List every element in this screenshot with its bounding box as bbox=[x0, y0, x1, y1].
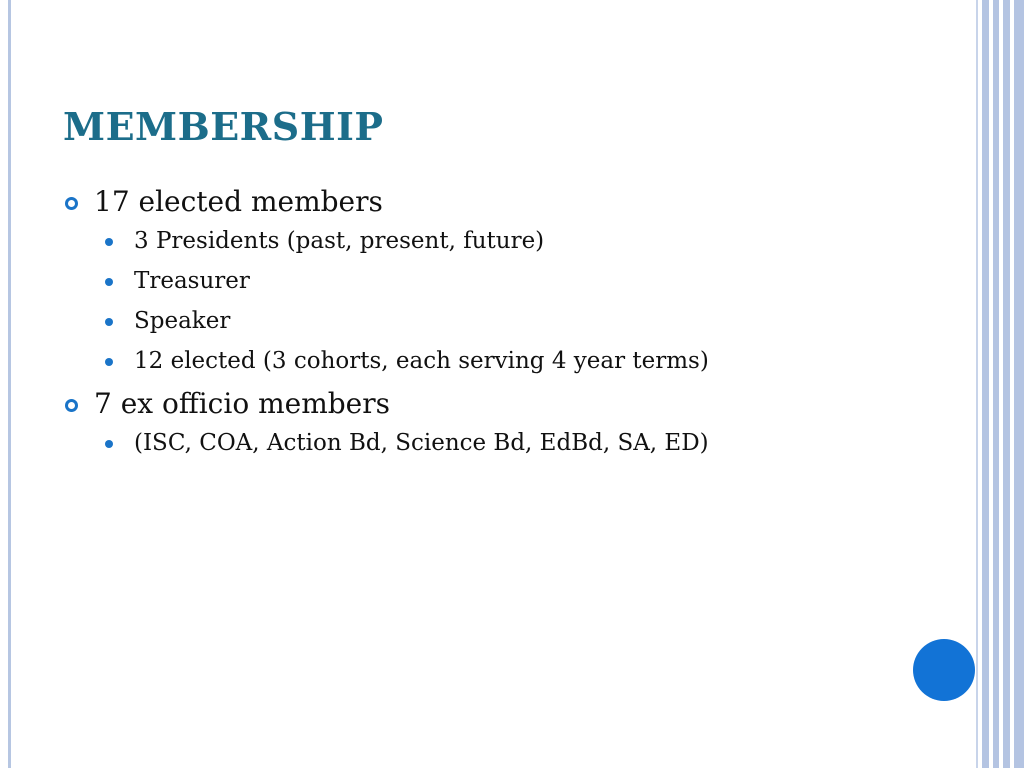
list-item-text: 3 Presidents (past, present, future) bbox=[134, 228, 545, 254]
decorative-circle bbox=[913, 639, 975, 701]
list-item-level-2 bbox=[62, 303, 922, 343]
dot-bullet-icon bbox=[105, 238, 113, 246]
list-item-level-2 bbox=[62, 223, 922, 263]
list-item-level-1 bbox=[62, 183, 922, 223]
list-item-level-2 bbox=[62, 263, 922, 303]
list-item-level-2 bbox=[62, 425, 922, 465]
list-item-text: 17 elected members bbox=[94, 185, 383, 218]
dot-bullet-icon bbox=[105, 318, 113, 326]
right-stripe bbox=[1014, 0, 1024, 768]
list-item-text: Speaker bbox=[134, 308, 231, 334]
list-item-level-1 bbox=[62, 385, 922, 425]
slide-title: MEMBERSHIP bbox=[63, 104, 384, 149]
list-item-text: (ISC, COA, Action Bd, Science Bd, EdBd, SA, ED) bbox=[134, 430, 709, 456]
right-stripe bbox=[976, 0, 978, 768]
ring-bullet-icon bbox=[65, 399, 78, 412]
right-stripe bbox=[993, 0, 999, 768]
left-border-line bbox=[8, 0, 11, 768]
right-stripe bbox=[982, 0, 989, 768]
bullet-list bbox=[62, 183, 922, 465]
dot-bullet-icon bbox=[105, 440, 113, 448]
list-item-text: 12 elected (3 cohorts, each serving 4 year terms) bbox=[134, 348, 709, 374]
list-item-text: 7 ex officio members bbox=[94, 387, 390, 420]
dot-bullet-icon bbox=[105, 278, 113, 286]
list-item-text: Treasurer bbox=[134, 268, 250, 294]
dot-bullet-icon bbox=[105, 358, 113, 366]
ring-bullet-icon bbox=[65, 197, 78, 210]
list-item-level-2 bbox=[62, 343, 922, 383]
right-stripe bbox=[1003, 0, 1010, 768]
